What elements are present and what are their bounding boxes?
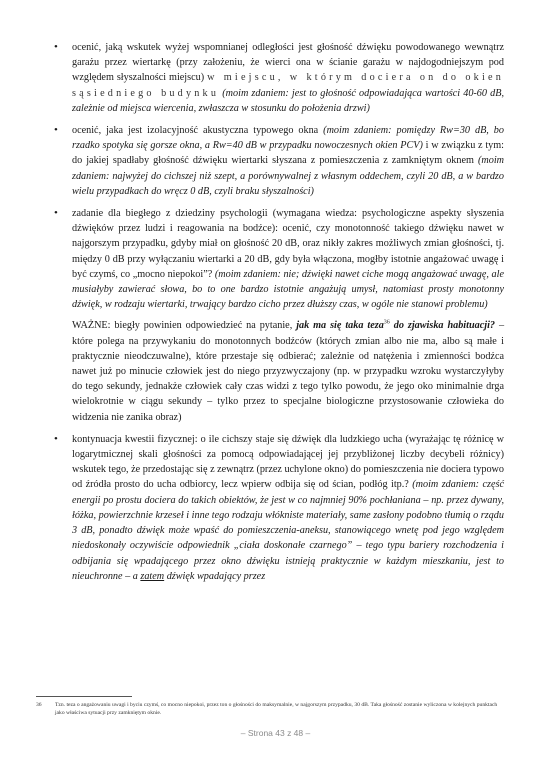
footnote-ref[interactable]: 36 xyxy=(383,320,390,327)
underlined-word: zatem xyxy=(140,570,165,582)
bullet-list xyxy=(54,40,505,591)
opinion-note: (moim zdaniem: pomiędzy Rw=30 dB, bo rzadko spotyka się gorsze okna, a Rw=40 dB w przypadku nowoczesnych okien PCV) xyxy=(72,125,504,152)
item-text: i w związku z tym: do jakiej spadłaby głośność dźwięku wiertarki słyszana z pomieszczenia z zamkniętym oknem xyxy=(72,140,505,167)
bullet-icon: • xyxy=(54,432,58,445)
opinion-note: dźwięk wpadający przez xyxy=(166,570,266,582)
footnote-divider xyxy=(36,696,132,697)
item-text: ocenić, jaka jest izolacyjność akustyczna typowego okna xyxy=(72,125,319,137)
list-item xyxy=(54,123,505,199)
note-lead: WAŻNE: biegły powinien odpowiedzieć na pytanie, xyxy=(72,320,293,332)
list-item xyxy=(54,432,504,584)
note-emphasis: do zjawiska habituacji? xyxy=(393,320,496,332)
item-text: ocenić, jaką wskutek wyżej wspomnianej odległości jest głośność dźwięku powodowanego wewnątrz garażu przez wiertarkę (przy założeniu, że wierci ona w ścianie garażu w najdogodniejszym pod względem słyszalności miejscu) xyxy=(72,42,504,84)
note-emphasis: jak ma się taka teza xyxy=(296,320,384,332)
important-note xyxy=(72,318,504,424)
opinion-note: (moim zdaniem: część energii po prostu dociera do takich obiektów, że jest w co najmniej 90% pochłaniana – np. przez dywany, łóżka, powierzchnie krzeseł i inne tego rodzaju włókniste materiały, same zasłony podobno tłumią o rządu 3 dB, ponadto dźwięk może wpaść do pomieszczenia-aneksu, stanowiącego wnetę pod jego względem niedoskonały oczywiście odpowiednik „ciała doskonałe czarnego” – tego typu bariery rozchodzenia i odbijania się wpadającego przez okno dźwięku istnieją praktycznie w każdym mieszkaniu, jest to nieuchronne – a xyxy=(72,479,504,582)
spaced-text: w miejscu, w którym dociera on do okien sąsiedniego budynku xyxy=(72,72,504,99)
note-text: – które polega na przywykaniu do monotonnych bodźców (których zmian albo nie ma, albo są małe i praktycznie nieodczuwalne), które przestaje się odbierać; zależnie od natężenia i zmienności bodźca nawet już po minucie człowiek jest do niego przyzwyczajony (np. w przypadku wzroku wystarczyłyby do tego sekundy, jednakże człowiek cały czas widzi z tego tylko powodu, że jego oko minimalnie drga wielokrotnie w ciągu sekundy – tylko przez to specjalne biologiczne przystosowanie człowieka do widzenia nie zanika obraz) xyxy=(72,320,505,423)
footnote-number: 36 xyxy=(36,702,42,708)
bullet-icon: • xyxy=(54,41,58,53)
bullet-icon: • xyxy=(54,124,58,137)
opinion-note: (moim zdaniem: najwyżej do cichszej niż szept, a porównywalnej z własnym oddechem, czyli 20 dB, a w bardzo wielu przypadkach do wręcz 0 dB, czyli braku słyszalności) xyxy=(72,155,505,197)
opinion-note: (moim zdaniem: nie; dźwięki nawet ciche mogą angażować uwagę, ale musiałyby zawierać słowa, bo to one bardzo istotnie angażują umysł, natomiast prosty monotonny dźwięk, w rodzaju wiertarki, trwający bardzo cicho przez dłuższy czas, w ogóle nie stanowi problemu) xyxy=(72,268,505,311)
list-item xyxy=(54,40,504,116)
list-item xyxy=(54,206,505,425)
opinion-note: (moim zdaniem: jest to głośność odpowiadająca wartości 40-60 dB, zależnie od miejsca wiercenia, zwłaszcza w stosunku do położenia drzwi) xyxy=(72,87,504,114)
item-text: kontynuacja kwestii fizycznej: o ile cichszy staje się dźwięk dla ludzkiego ucha (wyrażając tę różnicę w logarytmicznej skali głośności za pomocą odpowiadającej jej przybliżonej liczby decybeli różnicy) wskutek tego, że przedostając się z zewnątrz (przez uchylone okno) do pomieszczenia nie dociera typowo od źródła prosto do ucha odbiorcy, lecz wpierw odbija się od ścian, podłóg itp.? xyxy=(72,433,504,491)
item-text: zadanie dla biegłego z dziedziny psychologii (wymagana wiedza: psychologiczne aspekty słyszenia dźwięków przez ludzi i reagowania na bodźce): ocenić, czy monotonność takiego dźwięku nawet w najgorszym przypadku, gdyby miał on głośność 20 dB, oraz nikły zakres możliwych zmian głośności, tj. między 0 dB przy wyłączaniu wiertarki a 20 dB, gdy była włączona, mogłby istotnie angażować uwagę i być czymś, co „mocno niepokoi”? xyxy=(72,208,504,280)
footnote-text: Tzn. teza o angażowaniu uwagi i byciu czymś, co mocno niepokoi, przez ton o głośności do maksymalnie, w najgorszym przypadku, 30 dB. Taka głośność zostanie wyliczona w kolejnych punktach jako właściwa sytuacji przy zamkniętym oknie. xyxy=(55,702,498,716)
footnote xyxy=(36,701,506,717)
bullet-icon: • xyxy=(54,207,58,220)
page-number: – Strona 43 z 48 – xyxy=(240,728,311,738)
